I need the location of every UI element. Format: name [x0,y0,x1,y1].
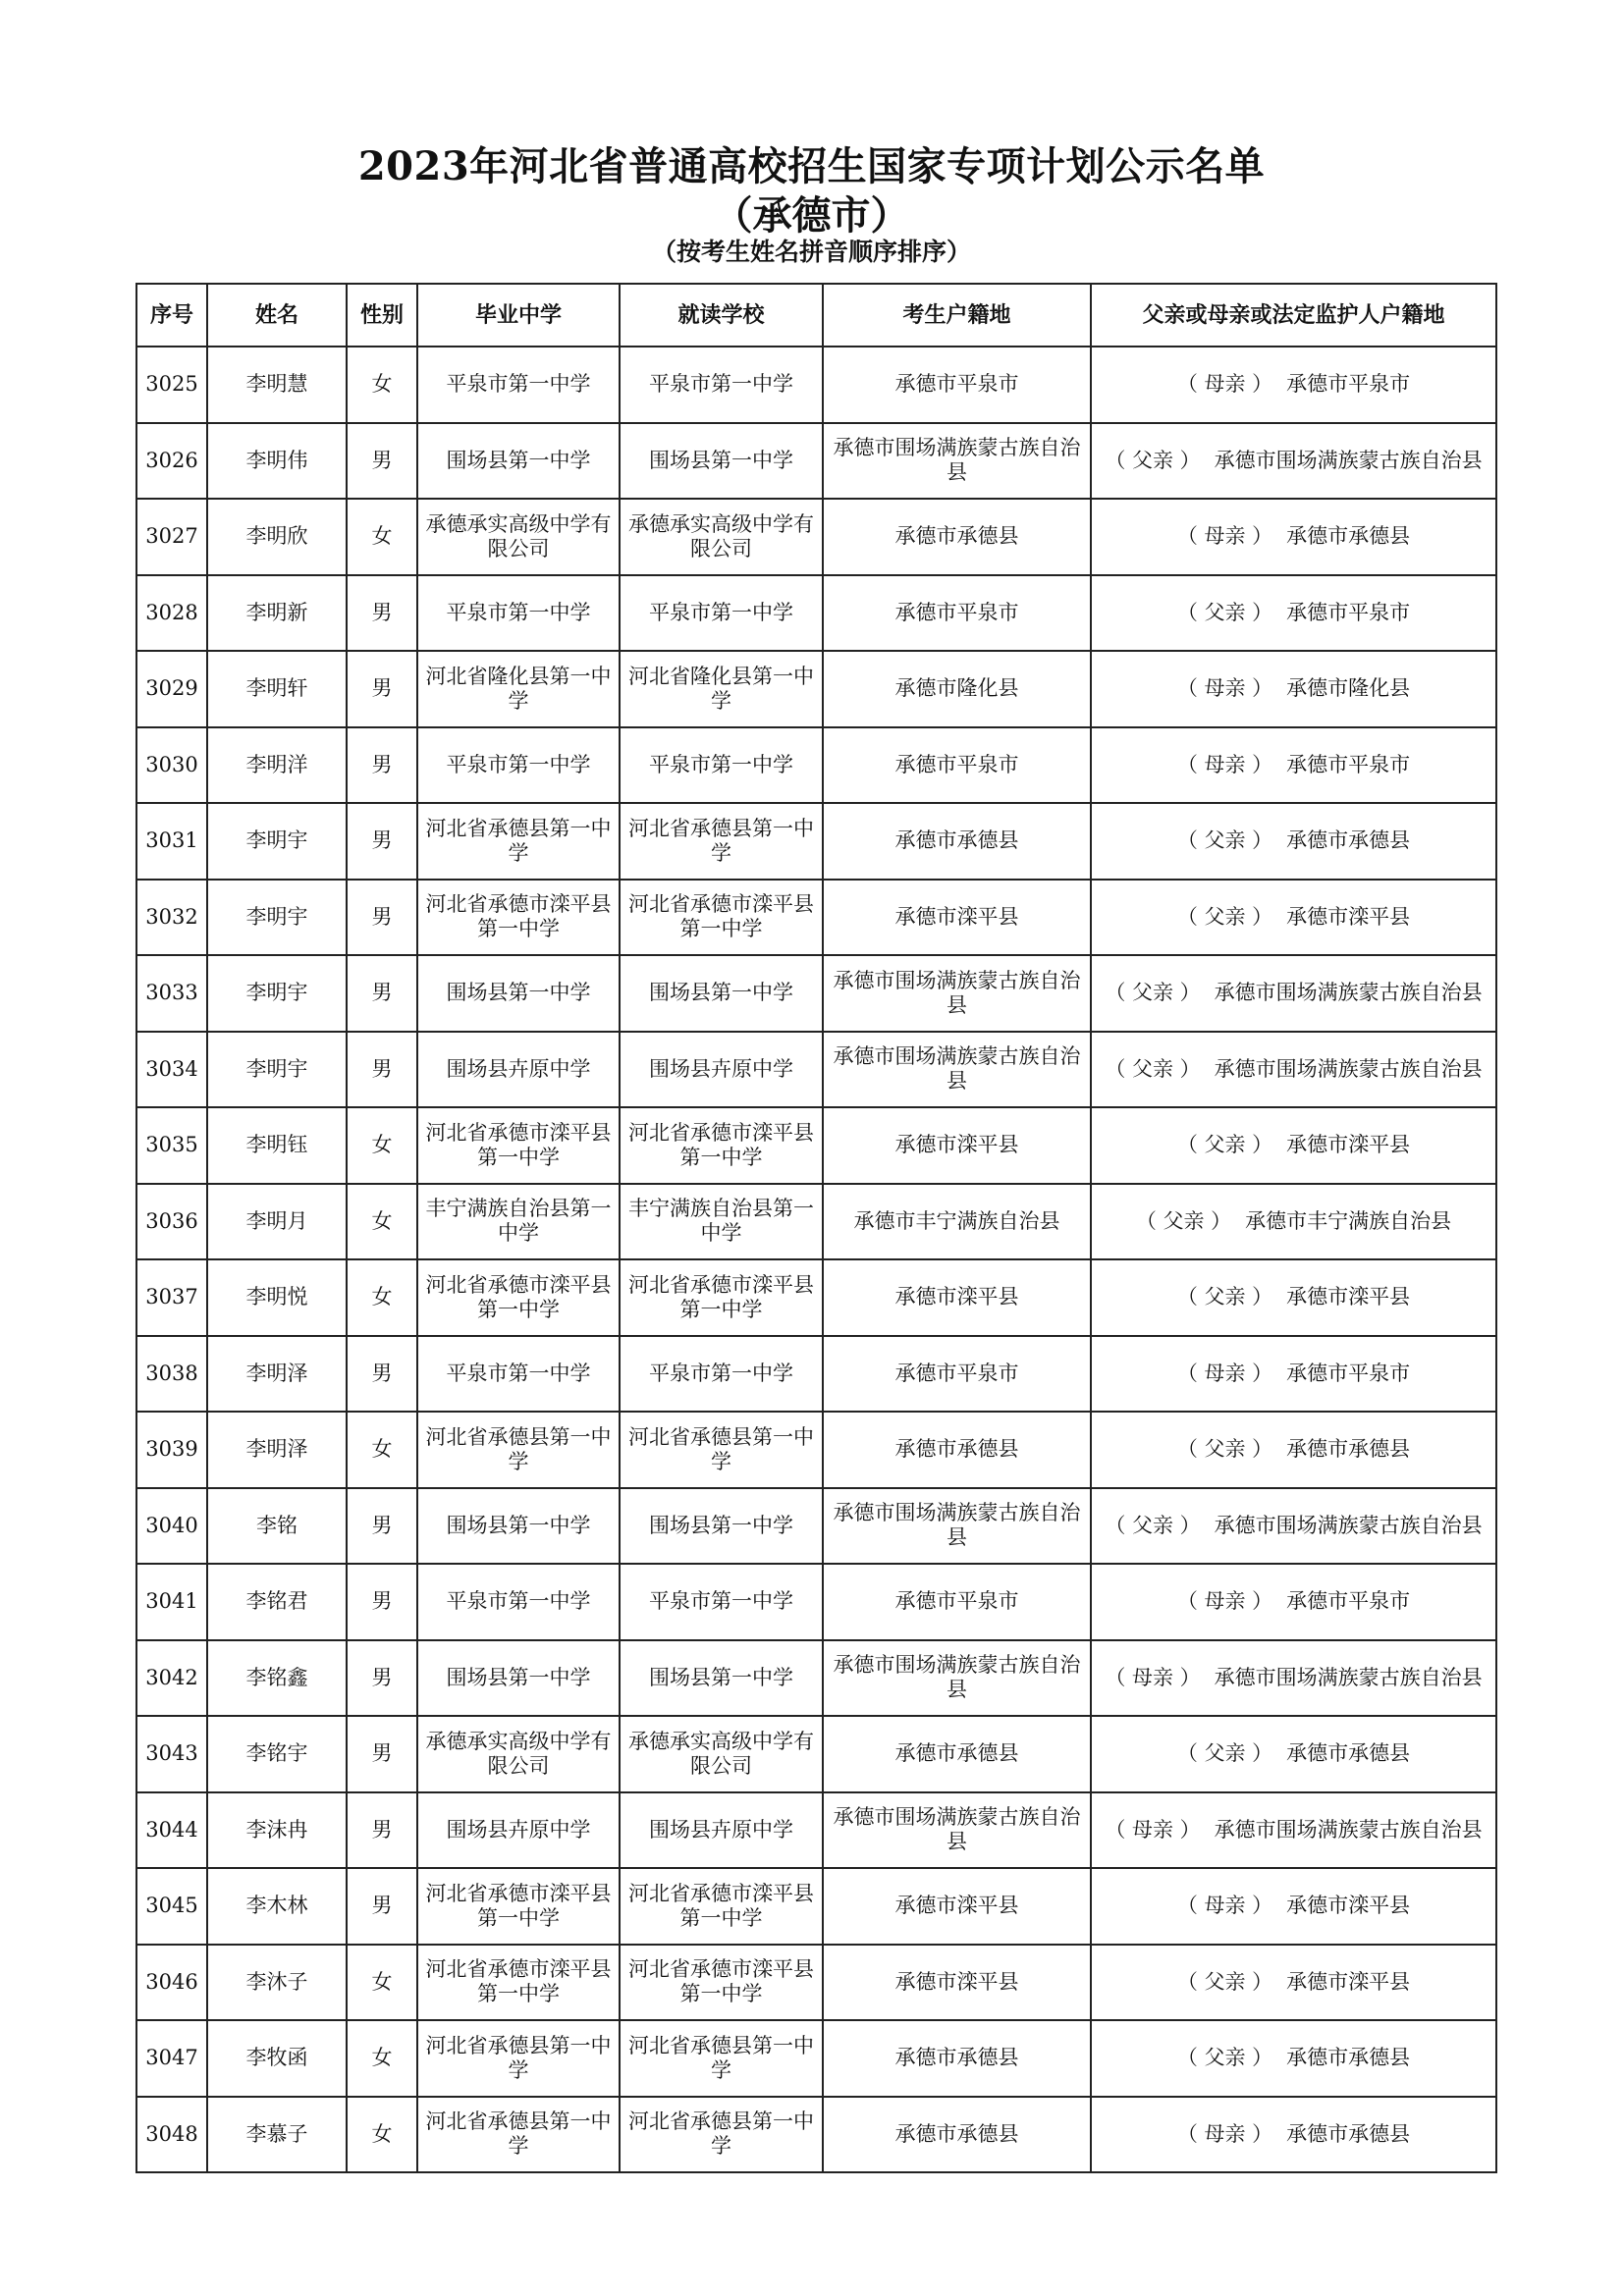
cell-hukou: 承德市平泉市 [823,347,1091,423]
guardian-relation: （ 父亲 ） [1176,1437,1273,1462]
cell-hukou: 承德市承德县 [823,1716,1091,1792]
cell-name: 李明新 [207,575,347,652]
cell-gender: 女 [347,1184,417,1260]
cell-name: 李明悦 [207,1259,347,1336]
cell-guardian-hukou [1091,803,1496,880]
cell-grad-school: 承德承实高级中学有限公司 [417,1716,620,1792]
cell-guardian-hukou [1091,423,1496,500]
cell-guardian-hukou [1091,727,1496,804]
guardian-relation: （ 母亲 ） [1176,2121,1273,2146]
guardian-relation: （ 父亲 ） [1176,600,1273,624]
cell-gender: 男 [347,1564,417,1640]
cell-school: 承德承实高级中学有限公司 [620,499,823,575]
cell-name: 李牧函 [207,2020,347,2097]
guardian-place: 承德市承德县 [1286,2046,1411,2070]
guardian-relation: （ 母亲 ） [1176,1894,1273,1918]
cell-school: 河北省承德市滦平县第一中学 [620,1259,823,1336]
guardian-place: 承德市平泉市 [1286,752,1411,776]
table-row [136,880,1496,956]
guardian-place: 承德市承德县 [1286,1741,1411,1766]
cell-hukou: 承德市滦平县 [823,1107,1091,1184]
cell-no: 3025 [136,347,207,423]
cell-no: 3027 [136,499,207,575]
cell-hukou: 承德市围场满族蒙古族自治县 [823,1640,1091,1717]
guardian-relation: （ 母亲 ） [1105,1665,1201,1689]
cell-hukou: 承德市滦平县 [823,1868,1091,1945]
guardian-relation: （ 父亲 ） [1176,1285,1273,1309]
guardian-relation: （ 父亲 ） [1176,904,1273,929]
cell-grad-school: 平泉市第一中学 [417,347,620,423]
guardian-relation: （ 母亲 ） [1176,676,1273,701]
table-row [136,1868,1496,1945]
table-row [136,1412,1496,1488]
table-header-row [136,284,1496,347]
cell-grad-school: 围场县卉原中学 [417,1792,620,1869]
cell-grad-school: 围场县第一中学 [417,1640,620,1717]
guardian-relation: （ 父亲 ） [1105,981,1201,1005]
table-row [136,1564,1496,1640]
table-row [136,955,1496,1032]
cell-gender: 男 [347,1032,417,1108]
cell-gender: 男 [347,1868,417,1945]
cell-gender: 男 [347,955,417,1032]
cell-grad-school: 河北省承德县第一中学 [417,803,620,880]
cell-hukou: 承德市围场满族蒙古族自治县 [823,423,1091,500]
cell-guardian-hukou [1091,1259,1496,1336]
header-hukou: 考生户籍地 [823,284,1091,347]
header-name: 姓名 [207,284,347,347]
cell-hukou: 承德市滦平县 [823,1945,1091,2021]
cell-school: 承德承实高级中学有限公司 [620,1716,823,1792]
header-no: 序号 [136,284,207,347]
guardian-place: 承德市承德县 [1286,2121,1411,2146]
cell-guardian-hukou [1091,1184,1496,1260]
cell-grad-school: 河北省承德市滦平县第一中学 [417,1868,620,1945]
table-row [136,1259,1496,1336]
cell-school: 平泉市第一中学 [620,727,823,804]
table-row [136,651,1496,727]
cell-gender: 女 [347,2097,417,2173]
table-row [136,499,1496,575]
guardian-relation: （ 母亲 ） [1176,524,1273,549]
cell-no: 3030 [136,727,207,804]
guardian-relation: （ 父亲 ） [1105,1513,1201,1537]
cell-no: 3029 [136,651,207,727]
cell-guardian-hukou [1091,1488,1496,1565]
cell-hukou: 承德市隆化县 [823,651,1091,727]
cell-grad-school: 河北省承德县第一中学 [417,1412,620,1488]
guardian-place: 承德市滦平县 [1286,1285,1411,1309]
cell-no: 3047 [136,2020,207,2097]
cell-name: 李明钰 [207,1107,347,1184]
cell-grad-school: 平泉市第一中学 [417,1336,620,1413]
cell-name: 李明欣 [207,499,347,575]
cell-name: 李明宇 [207,955,347,1032]
guardian-place: 承德市围场满族蒙古族自治县 [1214,1056,1483,1081]
cell-hukou: 承德市平泉市 [823,1564,1091,1640]
guardian-place: 承德市滦平县 [1286,1133,1411,1157]
cell-grad-school: 河北省承德市滦平县第一中学 [417,1259,620,1336]
guardian-relation: （ 母亲 ） [1176,372,1273,397]
cell-gender: 男 [347,880,417,956]
cell-hukou: 承德市承德县 [823,2020,1091,2097]
cell-school: 平泉市第一中学 [620,347,823,423]
guardian-place: 承德市承德县 [1286,828,1411,853]
cell-grad-school: 河北省隆化县第一中学 [417,651,620,727]
cell-gender: 男 [347,1488,417,1565]
cell-guardian-hukou [1091,575,1496,652]
cell-no: 3039 [136,1412,207,1488]
cell-school: 平泉市第一中学 [620,575,823,652]
cell-guardian-hukou [1091,1868,1496,1945]
cell-gender: 男 [347,1716,417,1792]
cell-no: 3032 [136,880,207,956]
cell-hukou: 承德市围场满族蒙古族自治县 [823,955,1091,1032]
cell-school: 围场县第一中学 [620,423,823,500]
cell-school: 平泉市第一中学 [620,1564,823,1640]
cell-grad-school: 围场县第一中学 [417,955,620,1032]
cell-hukou: 承德市平泉市 [823,1336,1091,1413]
cell-grad-school: 丰宁满族自治县第一中学 [417,1184,620,1260]
cell-hukou: 承德市平泉市 [823,575,1091,652]
cell-school: 丰宁满族自治县第一中学 [620,1184,823,1260]
table-row [136,1792,1496,1869]
cell-name: 李明慧 [207,347,347,423]
header-school: 就读学校 [620,284,823,347]
guardian-place: 承德市承德县 [1286,524,1411,549]
cell-guardian-hukou [1091,2020,1496,2097]
cell-guardian-hukou [1091,1564,1496,1640]
cell-name: 李明轩 [207,651,347,727]
cell-grad-school: 平泉市第一中学 [417,727,620,804]
cell-no: 3033 [136,955,207,1032]
cell-grad-school: 平泉市第一中学 [417,575,620,652]
cell-no: 3036 [136,1184,207,1260]
page-subtitle-city: （承德市） [713,192,910,239]
cell-school: 围场县第一中学 [620,1640,823,1717]
guardian-relation: （ 父亲 ） [1135,1208,1232,1233]
roster-table [135,283,1497,2173]
cell-gender: 男 [347,727,417,804]
cell-name: 李明宇 [207,1032,347,1108]
cell-no: 3046 [136,1945,207,2021]
table-row [136,1716,1496,1792]
cell-guardian-hukou [1091,651,1496,727]
cell-no: 3031 [136,803,207,880]
cell-school: 围场县卉原中学 [620,1032,823,1108]
cell-no: 3038 [136,1336,207,1413]
table-row [136,2097,1496,2173]
cell-name: 李明月 [207,1184,347,1260]
cell-grad-school: 承德承实高级中学有限公司 [417,499,620,575]
guardian-relation: （ 父亲 ） [1176,1741,1273,1766]
cell-no: 3044 [136,1792,207,1869]
table-row [136,423,1496,500]
cell-gender: 男 [347,1640,417,1717]
cell-gender: 男 [347,1336,417,1413]
cell-guardian-hukou [1091,1032,1496,1108]
table-row [136,1336,1496,1413]
cell-name: 李明宇 [207,803,347,880]
cell-name: 李明伟 [207,423,347,500]
cell-name: 李木林 [207,1868,347,1945]
cell-guardian-hukou [1091,880,1496,956]
cell-hukou: 承德市承德县 [823,803,1091,880]
cell-name: 李沐子 [207,1945,347,2021]
cell-no: 3035 [136,1107,207,1184]
cell-school: 河北省隆化县第一中学 [620,651,823,727]
cell-gender: 女 [347,499,417,575]
cell-grad-school: 河北省承德市滦平县第一中学 [417,1107,620,1184]
guardian-relation: （ 母亲 ） [1176,1361,1273,1385]
cell-no: 3026 [136,423,207,500]
cell-school: 河北省承德市滦平县第一中学 [620,1107,823,1184]
cell-school: 河北省承德县第一中学 [620,2097,823,2173]
table-row [136,1488,1496,1565]
guardian-relation: （ 父亲 ） [1176,1133,1273,1157]
cell-guardian-hukou [1091,1945,1496,2021]
cell-hukou: 承德市承德县 [823,2097,1091,2173]
cell-gender: 男 [347,651,417,727]
table-row [136,803,1496,880]
cell-gender: 男 [347,575,417,652]
cell-gender: 女 [347,1945,417,2021]
table-row [136,1640,1496,1717]
guardian-relation: （ 母亲 ） [1105,1817,1201,1842]
guardian-place: 承德市平泉市 [1286,1361,1411,1385]
header-guardian-hukou: 父亲或母亲或法定监护人户籍地 [1091,284,1496,347]
table-row [136,1184,1496,1260]
cell-school: 河北省承德市滦平县第一中学 [620,1945,823,2021]
table-row [136,1032,1496,1108]
guardian-relation: （ 父亲 ） [1176,828,1273,853]
cell-hukou: 承德市承德县 [823,1412,1091,1488]
guardian-place: 承德市围场满族蒙古族自治县 [1214,1817,1483,1842]
table-row [136,2020,1496,2097]
cell-guardian-hukou [1091,1716,1496,1792]
cell-grad-school: 围场县卉原中学 [417,1032,620,1108]
guardian-relation: （ 父亲 ） [1176,2046,1273,2070]
table-row [136,575,1496,652]
cell-grad-school: 河北省承德县第一中学 [417,2097,620,2173]
cell-gender: 女 [347,2020,417,2097]
cell-school: 河北省承德县第一中学 [620,803,823,880]
guardian-place: 承德市平泉市 [1286,372,1411,397]
guardian-place: 承德市围场满族蒙古族自治县 [1214,1665,1483,1689]
table-row [136,727,1496,804]
cell-school: 河北省承德市滦平县第一中学 [620,880,823,956]
guardian-place: 承德市滦平县 [1286,1894,1411,1918]
cell-no: 3037 [136,1259,207,1336]
cell-name: 李沫冉 [207,1792,347,1869]
guardian-place: 承德市滦平县 [1286,1969,1411,1994]
cell-no: 3043 [136,1716,207,1792]
cell-grad-school: 围场县第一中学 [417,423,620,500]
cell-gender: 女 [347,347,417,423]
cell-school: 河北省承德县第一中学 [620,1412,823,1488]
guardian-place: 承德市围场满族蒙古族自治县 [1214,1513,1483,1537]
cell-name: 李铭 [207,1488,347,1565]
cell-hukou: 承德市围场满族蒙古族自治县 [823,1792,1091,1869]
cell-grad-school: 河北省承德市滦平县第一中学 [417,1945,620,2021]
cell-name: 李明泽 [207,1412,347,1488]
cell-grad-school: 河北省承德市滦平县第一中学 [417,880,620,956]
guardian-place: 承德市承德县 [1286,1437,1411,1462]
page-subtitle-sort-note: （按考生姓名拼音顺序排序） [651,238,971,266]
table-row [136,1107,1496,1184]
cell-guardian-hukou [1091,499,1496,575]
header-grad-school: 毕业中学 [417,284,620,347]
cell-no: 3034 [136,1032,207,1108]
cell-hukou: 承德市滦平县 [823,880,1091,956]
cell-hukou: 承德市丰宁满族自治县 [823,1184,1091,1260]
cell-grad-school: 围场县第一中学 [417,1488,620,1565]
cell-hukou: 承德市平泉市 [823,727,1091,804]
cell-guardian-hukou [1091,1412,1496,1488]
cell-school: 围场县卉原中学 [620,1792,823,1869]
cell-guardian-hukou [1091,347,1496,423]
cell-no: 3042 [136,1640,207,1717]
cell-school: 平泉市第一中学 [620,1336,823,1413]
guardian-relation: （ 母亲 ） [1176,752,1273,776]
cell-no: 3048 [136,2097,207,2173]
cell-gender: 男 [347,803,417,880]
cell-no: 3041 [136,1564,207,1640]
cell-no: 3040 [136,1488,207,1565]
guardian-place: 承德市围场满族蒙古族自治县 [1214,981,1483,1005]
guardian-relation: （ 父亲 ） [1105,1056,1201,1081]
cell-name: 李明宇 [207,880,347,956]
page-title: 2023年河北省普通高校招生国家专项计划公示名单 [357,143,1266,189]
cell-name: 李明洋 [207,727,347,804]
guardian-place: 承德市平泉市 [1286,1589,1411,1614]
cell-name: 李明泽 [207,1336,347,1413]
table-row [136,1945,1496,2021]
cell-guardian-hukou [1091,955,1496,1032]
cell-school: 围场县第一中学 [620,1488,823,1565]
cell-gender: 女 [347,1259,417,1336]
header-gender: 性别 [347,284,417,347]
guardian-relation: （ 母亲 ） [1176,1589,1273,1614]
cell-hukou: 承德市围场满族蒙古族自治县 [823,1032,1091,1108]
cell-gender: 女 [347,1107,417,1184]
guardian-place: 承德市平泉市 [1286,600,1411,624]
cell-guardian-hukou [1091,1792,1496,1869]
cell-guardian-hukou [1091,1336,1496,1413]
guardian-place: 承德市丰宁满族自治县 [1245,1208,1452,1233]
cell-name: 李铭君 [207,1564,347,1640]
cell-no: 3028 [136,575,207,652]
cell-name: 李铭宇 [207,1716,347,1792]
guardian-relation: （ 父亲 ） [1176,1969,1273,1994]
cell-name: 李铭鑫 [207,1640,347,1717]
guardian-place: 承德市滦平县 [1286,904,1411,929]
cell-grad-school: 河北省承德县第一中学 [417,2020,620,2097]
cell-school: 河北省承德市滦平县第一中学 [620,1868,823,1945]
cell-gender: 男 [347,1792,417,1869]
cell-no: 3045 [136,1868,207,1945]
cell-guardian-hukou [1091,1640,1496,1717]
cell-grad-school: 平泉市第一中学 [417,1564,620,1640]
guardian-place: 承德市隆化县 [1286,676,1411,701]
table-row [136,347,1496,423]
guardian-relation: （ 父亲 ） [1105,448,1201,472]
guardian-place: 承德市围场满族蒙古族自治县 [1214,448,1483,472]
cell-guardian-hukou [1091,2097,1496,2173]
cell-school: 围场县第一中学 [620,955,823,1032]
cell-gender: 男 [347,423,417,500]
cell-school: 河北省承德县第一中学 [620,2020,823,2097]
cell-hukou: 承德市承德县 [823,499,1091,575]
cell-hukou: 承德市围场满族蒙古族自治县 [823,1488,1091,1565]
cell-gender: 女 [347,1412,417,1488]
cell-guardian-hukou [1091,1107,1496,1184]
cell-name: 李慕子 [207,2097,347,2173]
cell-hukou: 承德市滦平县 [823,1259,1091,1336]
